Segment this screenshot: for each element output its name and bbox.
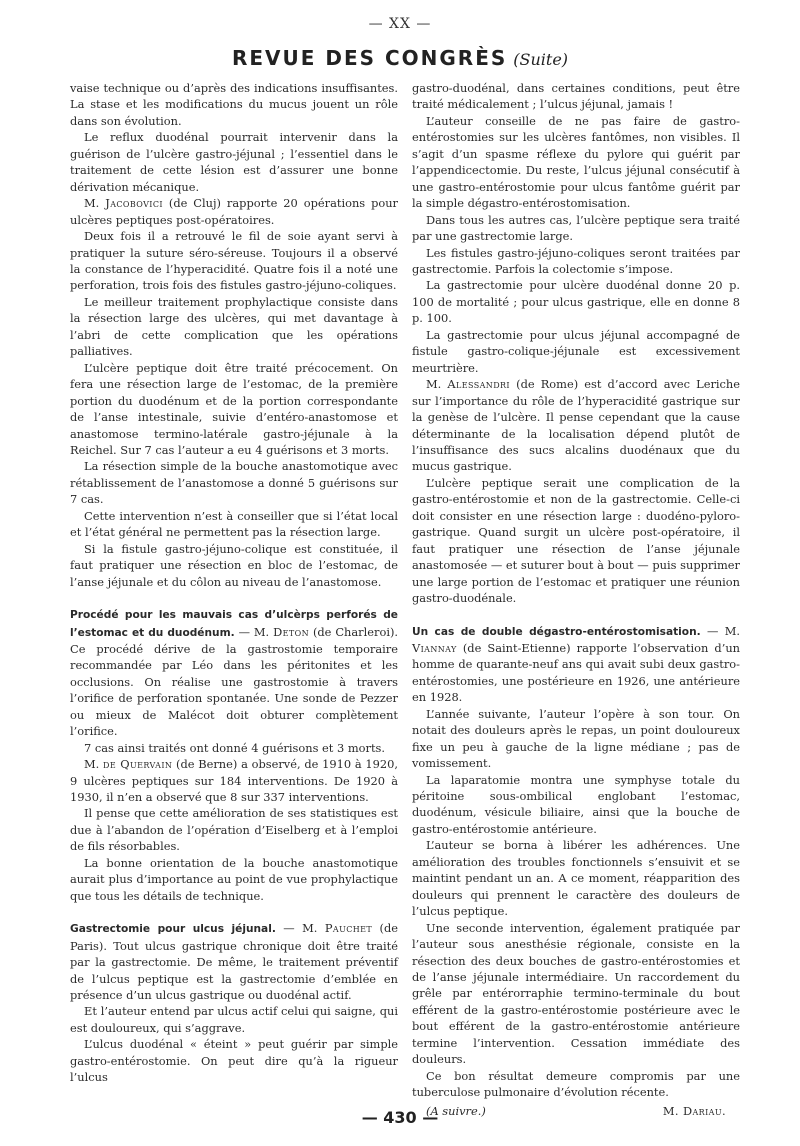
left-column <box>70 80 398 1086</box>
paragraph <box>70 195 398 228</box>
section-heading: Gastrectomie pour ulcus jéjunal. <box>70 923 276 936</box>
page-number: — 430 — <box>361 1108 439 1127</box>
author-prefix: M. <box>426 377 442 392</box>
paragraph: L’ulcère peptique serait une complication de la gastro-entérostomie et non de la gastrectomie. Celle-ci doit consister en une résection large : duodéno-pyloro-gastrique. Quand surgit un ulcère post-opératoire, il faut pratiquer une résection de l’anse jéjunale anastomosée — et suturer bout à bout — puis supprimer une large portion de l’estomac et pratiquer une réunion gastro-duodénale. <box>412 475 740 606</box>
paragraph: La laparatomie montra une symphyse totale du péritoine sous-ombilical englobant l’estomac, duodénum, vésicule biliaire, ainsi que la bouche de gastro-entérostomie antérieure. <box>412 772 740 836</box>
paragraph: 7 cas ainsi traités ont donné 4 guérisons et 3 morts. <box>84 740 385 755</box>
paragraph: Et l’auteur entend par ulcus actif celui qui saigne, qui est douloureux, qui s’aggrave. <box>70 1004 398 1035</box>
paragraph: Le reflux duodénal pourrait intervenir dans la guérison de l’ulcère gastro-jéjunal ; l’essentiel dans le traitement de cette lésion est d’assurer une bonne dérivation mécanique. <box>70 130 398 194</box>
paragraph-text: (de Rome) est d’accord avec Leriche sur l’importance du rôle de l’hyperacidité gastrique sur la genèse de l’ulcère. Il pense cependant que la cause déterminante de la localisation dépend plutôt de l’insuffisance des sucs alcalins duodénaux que du mucus gastrique. <box>412 377 741 474</box>
paragraph <box>70 756 398 805</box>
paragraph: La gastrectomie pour ulcère duodénal donne 20 p. 100 de mortalité ; pour ulcus gastrique, elle en donne 8 p. 100. <box>412 278 740 326</box>
section-heading: Procédé pour les mauvais cas d’ulcèrps perforés de l’estomac et du duodénum. <box>70 609 398 639</box>
author-name: Jacobovici <box>105 196 163 211</box>
paragraph: Deux fois il a retrouvé le fil de soie ayant servi à pratiquer la suture séro-séreuse. Toujours il a observé la constance de l’hyperacidité. Quatre fois il a noté une perforation, trois fois des fistules gastro-jéjuno-coliques. <box>70 229 398 293</box>
author-prefix: M. <box>84 757 100 772</box>
paragraph: Le meilleur traitement prophylactique consiste dans la résection large des ulcères, qui met davantage à l’abri de cette complication que les opérations palliatives. <box>70 294 398 359</box>
author-name: Pauchet <box>324 921 373 936</box>
paragraph: gastro-duodénal, dans certaines conditions, peut être traité médicalement ; l’ulcus jéjunal, jamais ! <box>412 81 740 112</box>
paragraph: L’ulcère peptique doit être traité précocement. On fera une résection large de l’estomac, de la première portion du duodénum et de la portion correspondante de l’anse intestinale, suivie d’entéro-anastomose et anastomose termino-latérale gastro-jéjunale à la Reichel. Sur 7 cas l’auteur a eu 4 guérisons et 3 morts. <box>70 360 398 457</box>
author-name: de Quervain <box>103 757 173 772</box>
paragraph: La gastrectomie pour ulcus jéjunal accompagné de fistule gastro-colique-jéjunale est excessivement meurtrière. <box>412 327 740 375</box>
section-paragraph <box>412 623 740 706</box>
author-name: Alessandri <box>447 377 510 392</box>
paragraph-text: (de Charleroi). Ce procédé dérive de la gastrostomie temporaire recommandée par Léo dans les péritonites et les occlusions. On réalise une gastrostomie à travers l’orifice de perforation spontanée. Une sonde de Pezzer ou mieux de Malécot doit obturer complètement l’orifice. <box>70 624 399 739</box>
paragraph-text: (de Berne) a observé, de 1910 à 1920, 9 ulcères peptiques sur 184 interventions. De 1920 à 1930, il n’en a observé que 8 sur 337 interventions. <box>70 757 398 805</box>
author-name: Deton <box>273 624 309 639</box>
running-head-title: REVUE DES CONGRÈS <box>231 46 508 70</box>
section-paragraph <box>70 920 398 1003</box>
paragraph-text: (de Cluj) rapporte 20 opérations pour ulcères peptiques post-opératoires. <box>70 196 398 227</box>
author-prefix: M. <box>84 196 100 211</box>
article-author: M. Dariau. <box>662 1103 726 1118</box>
roman-numeral: — XX — <box>368 16 432 32</box>
to-be-continued: (A suivre.) <box>426 1103 486 1118</box>
paragraph: Une seconde intervention, également pratiquée par l’auteur sous anesthésie régionale, consiste en la résection des deux bouches de gastro-entérostomies et de l’anse jéjunale intermédiaire. Un raccordement du grêle par entérorraphie termino-terminale du bout efférent de la gastro-entérostomie postérieure avec le bout efférent de la gastro-entérostomie antérieure termine l’intervention. Cessation immédiate des douleurs. <box>412 920 740 1067</box>
heading-dash: — M. <box>283 921 318 936</box>
paragraph <box>412 376 740 475</box>
paragraph: Dans tous les autres cas, l’ulcère peptique sera traité par une gastrectomie large. <box>412 212 740 244</box>
section-paragraph <box>70 606 398 740</box>
paragraph: Cette intervention n’est à conseiller que si l’état local et l’état général ne permettent pas la résection large. <box>70 508 398 540</box>
paragraph: vaise technique ou d’après des indications insuffisantes. La stase et les modifications du mucus jouent un rôle dans son évolution. <box>70 81 398 128</box>
paragraph: Ce bon résultat demeure compromis par une tuberculose pulmonaire d’évolution récente. <box>412 1068 740 1100</box>
heading-dash: — M. <box>238 624 270 639</box>
paragraph: L’auteur se borna à libérer les adhérences. Une amélioration des troubles fonctionnels s’ensuivit et se maintint pendant un an. A ce moment, réapparition des douleurs qui prennent le caractère des douleurs de l’ulcus peptique. <box>412 838 740 919</box>
paragraph: Les fistules gastro-jéjuno-coliques seront traitées par gastrectomie. Parfois la colectomie s’impose. <box>412 245 740 276</box>
paragraph: Si la fistule gastro-jéjuno-colique est constituée, il faut pratiquer une résection en bloc de l’estomac, de l’anse jéjunale et du côlon au niveau de l’anastomose. <box>70 541 398 589</box>
paragraph-text: (de Saint-Etienne) rapporte l’observation d’un homme de quarante-neuf ans qui avait subi deux gastro-entérostomies, une postérieure en 1926, une antérieure en 1928. <box>412 640 741 705</box>
paragraph: Il pense que cette amélioration de ses statistiques est due à l’abandon de l’opération d’Eiselberg et à l’emploi de fils résorbables. <box>70 806 398 854</box>
paragraph: La bonne orientation de la bouche anastomotique aurait plus d’importance au point de vue prophylactique que tous les détails de technique. <box>70 855 398 903</box>
section-heading: Un cas de double dégastro-entérostomisation. <box>412 625 701 638</box>
right-column <box>412 80 740 1119</box>
author-name: Viannay <box>412 640 457 655</box>
heading-dash: — M. <box>706 623 740 638</box>
paragraph-text: (de Paris). Tout ulcus gastrique chronique doit être traité par la gastrectomie. De même, le traitement préventif de l’ulcus peptique est la gastrectomie d’emblée en présence d’un ulcus gastrique ou duodénal actif. <box>70 921 399 1003</box>
paragraph: L’ulcus duodénal « éteint » peut guérir par simple gastro-entérostomie. On peut dire qu’à la rigueur l’ulcus <box>70 1037 398 1085</box>
running-head <box>0 46 800 70</box>
paragraph: L’auteur conseille de ne pas faire de gastro-entérostomies sur les ulcères fantômes, non visibles. Il s’agit d’un spasme réflexe du pylore qui guérit par l’appendicectomie. Du reste, l’ulcus jéjunal consécutif à une gastro-entérostomie pour ulcus fantôme guérit par la simple dégastro-entérostomisation. <box>412 113 740 211</box>
running-head-suffix: (Suite) <box>513 50 569 69</box>
paragraph: L’année suivante, l’auteur l’opère à son tour. On notait des douleurs après le repas, un point douloureux fixe un peu à gauche de la ligne médiane ; pas de vomissement. <box>412 706 740 771</box>
paragraph: La résection simple de la bouche anastomotique avec rétablissement de l’anastomose a donné 5 guérisons sur 7 cas. <box>70 459 398 507</box>
